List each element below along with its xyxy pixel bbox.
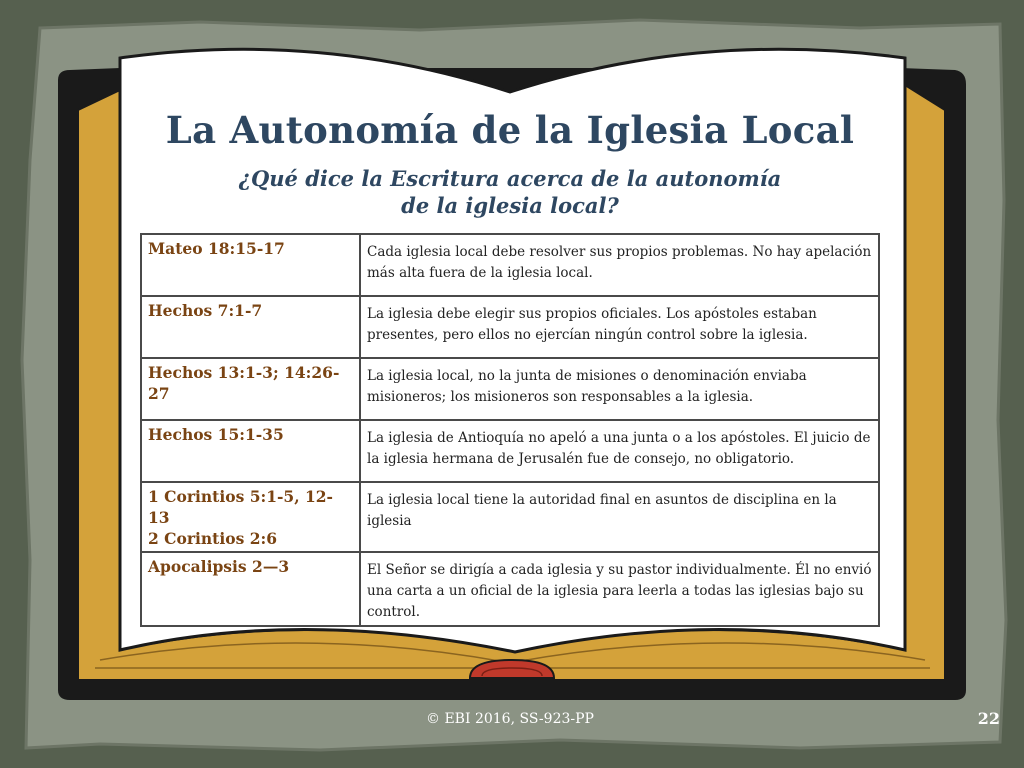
reference-description: El Señor se dirigía a cada iglesia y su pastor individualmente. Él no envió una carta a un oficial de la iglesia para leerla a todas las iglesias bajo su control.	[360, 552, 879, 626]
scripture-reference	[141, 482, 360, 552]
page-number: 22	[977, 709, 1000, 728]
reference-description: La iglesia local, no la junta de misiones o denominación enviaba misioneros; los misioneros son responsables a la iglesia.	[360, 358, 879, 420]
reference-description: La iglesia debe elegir sus propios oficiales. Los apóstoles estaban presentes, pero ellos no ejercían ningún control sobre la iglesia.	[360, 296, 879, 358]
scripture-reference	[141, 358, 360, 420]
table-row	[141, 296, 879, 358]
reference-text: Hechos 7:1-7	[148, 301, 263, 320]
reference-text: 2 Corintios 2:6	[148, 529, 277, 548]
reference-text: 1 Corintios 5:1-5, 12-13	[148, 487, 333, 527]
footer-copyright: © EBI 2016, SS-923-PP	[426, 711, 594, 727]
subtitle-line-1: ¿Qué dice la Escritura acerca de la autonomía	[238, 166, 782, 191]
reference-description: Cada iglesia local debe resolver sus propios problemas. No hay apelación más alta fuera de la iglesia local.	[360, 234, 879, 296]
scripture-reference	[141, 234, 360, 296]
scripture-reference	[141, 296, 360, 358]
table-row	[141, 358, 879, 420]
scripture-reference	[141, 552, 360, 626]
table-row	[141, 482, 879, 552]
reference-text: Hechos 15:1-35	[148, 425, 284, 444]
page-subtitle	[170, 165, 850, 219]
reference-text: Hechos 13:1-3; 14:26-27	[148, 363, 340, 403]
reference-description: La iglesia local tiene la autoridad final en asuntos de disciplina en la iglesia	[360, 482, 879, 552]
table-row	[141, 420, 879, 482]
page-title: La Autonomía de la Iglesia Local	[165, 108, 855, 152]
table-row	[141, 552, 879, 626]
scripture-reference	[141, 420, 360, 482]
reference-description: La iglesia de Antioquía no apeló a una junta o a los apóstoles. El juicio de la iglesia hermana de Jerusalén fue de consejo, no obligatorio.	[360, 420, 879, 482]
subtitle-line-2: de la iglesia local?	[401, 193, 619, 218]
reference-text: Apocalipsis 2—3	[148, 557, 290, 576]
table-row	[141, 234, 879, 296]
scripture-table	[140, 233, 880, 627]
reference-text: Mateo 18:15-17	[148, 239, 285, 258]
